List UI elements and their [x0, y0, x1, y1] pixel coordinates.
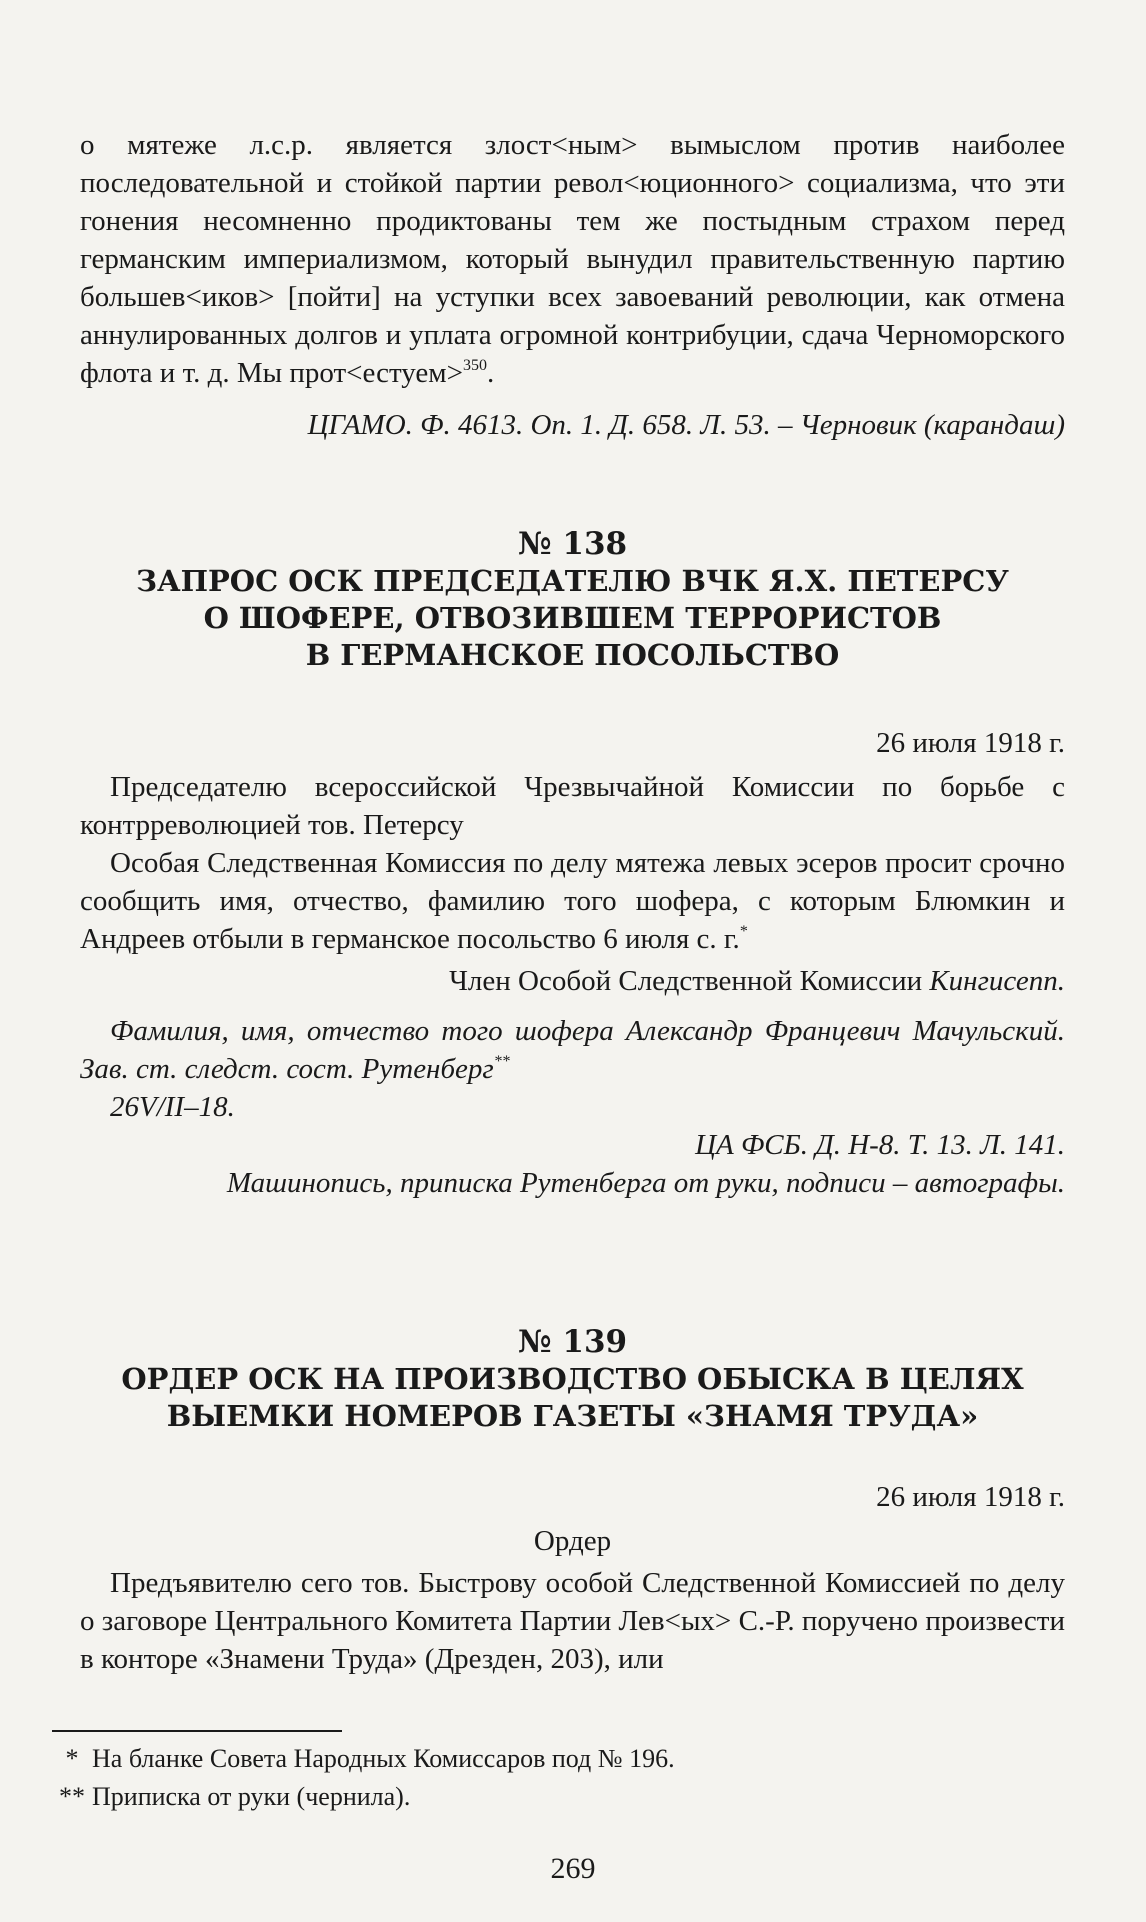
doc138-addressee: Председателю всероссийской Чрезвычайной Комиссии по борьбе с контрреволюцией тов. Петерсу	[80, 771, 1065, 841]
doc138-number: № 138	[517, 526, 628, 562]
doc139-body	[80, 1478, 1065, 1678]
doc138-resolution	[80, 1012, 1065, 1088]
endnote-ref: 350	[462, 357, 487, 374]
doc138-source: ЦА ФСБ. Д. Н-8. Т. 13. Л. 141.	[695, 1129, 1065, 1161]
doc138-source-note: Машинопись, приписка Рутенберга от руки, подписи – автографы.	[226, 1167, 1065, 1199]
doc138-date: 26 июля 1918 г.	[876, 727, 1065, 759]
document-139	[80, 1324, 1065, 1435]
footnote-ref: **	[493, 1053, 510, 1070]
doc138-title-line: ЗАПРОС ОСК ПРЕДСЕДАТЕЛЮ ВЧК Я.Х. ПЕТЕРСУ	[136, 564, 1009, 598]
footnote-ref: *	[739, 923, 748, 940]
footnote-mark: *	[65, 1744, 79, 1773]
signature-name: Кингисепп.	[929, 965, 1065, 997]
doc139-title-line: ВЫЕМКИ НОМЕРОВ ГАЗЕТЫ «ЗНАМЯ ТРУДА»	[166, 1399, 979, 1433]
continuation-block	[80, 126, 1065, 444]
doc138-resolution-date: 26V/II–18.	[110, 1091, 235, 1123]
doc138-text	[80, 844, 1065, 958]
doc138-title-line: О ШОФЕРЕ, ОТВОЗИВШЕМ ТЕРРОРИСТОВ	[203, 601, 942, 635]
doc139-text: Предъявителю сего тов. Быстрову особой Следственной Комиссией по делу о заговоре Центрального Комитета Партии Лев<ых> С.-Р. поручено произвести в конторе «Знамени Труда» (Дрезден, 203), или	[80, 1567, 1065, 1675]
document-138	[80, 526, 1065, 674]
page-number: 269	[550, 1852, 596, 1885]
continuation-text: о мятеже л.с.р. является злост<ным> вымыслом против наиболее последовательной и стойкой партии револ<юционного> социализма, что эти гонения несомненно продиктованы тем же постыдным страхом перед германским империализмом, который вынудил правительственную партию большев<иков> [пойти] на уступки всех завоеваний революции, как отмена аннулированных долгов и уплата огромной контрибуции, сдача Черноморского флота и т. д. Мы прот<естуем>	[80, 129, 1065, 389]
doc138-title-line: В ГЕРМАНСКОЕ ПОСОЛЬСТВО	[305, 638, 840, 672]
doc138-text-content: Особая Следственная Комиссия по делу мятежа левых эсеров просит срочно сообщить имя, отчество, фамилию того шофера, с которым Блюмкин и Андреев отбыли в германское посольство 6 июля с. г.	[80, 847, 1065, 955]
footnote-divider	[52, 1730, 342, 1732]
doc138-body	[80, 724, 1065, 1202]
doc138-signature	[80, 962, 1065, 1000]
doc139-number: № 139	[517, 1324, 628, 1360]
doc139-heading: Ордер	[533, 1525, 612, 1557]
footnote	[52, 1780, 410, 1814]
resolution-text: Фамилия, имя, отчество того шофера Александр Францевич Мачульский. Зав. ст. следст. сост. Рутенберг	[80, 1015, 1065, 1085]
doc139-date: 26 июля 1918 г.	[876, 1481, 1065, 1513]
continuation-source: ЦГАМО. Ф. 4613. Оп. 1. Д. 658. Л. 53. – Черновик (карандаш)	[307, 409, 1065, 441]
signature-title: Член Особой Следственной Комиссии	[449, 965, 930, 997]
footnote-mark: **	[59, 1782, 85, 1811]
footnote-text: Приписка от руки (чернила).	[92, 1782, 411, 1811]
footnote-text: На бланке Совета Народных Комиссаров под № 196.	[92, 1744, 675, 1773]
continuation-end: .	[486, 357, 495, 389]
doc139-title-line: ОРДЕР ОСК НА ПРОИЗВОДСТВО ОБЫСКА В ЦЕЛЯХ	[121, 1362, 1024, 1396]
continuation-paragraph	[80, 126, 1065, 392]
footnote	[52, 1742, 675, 1776]
